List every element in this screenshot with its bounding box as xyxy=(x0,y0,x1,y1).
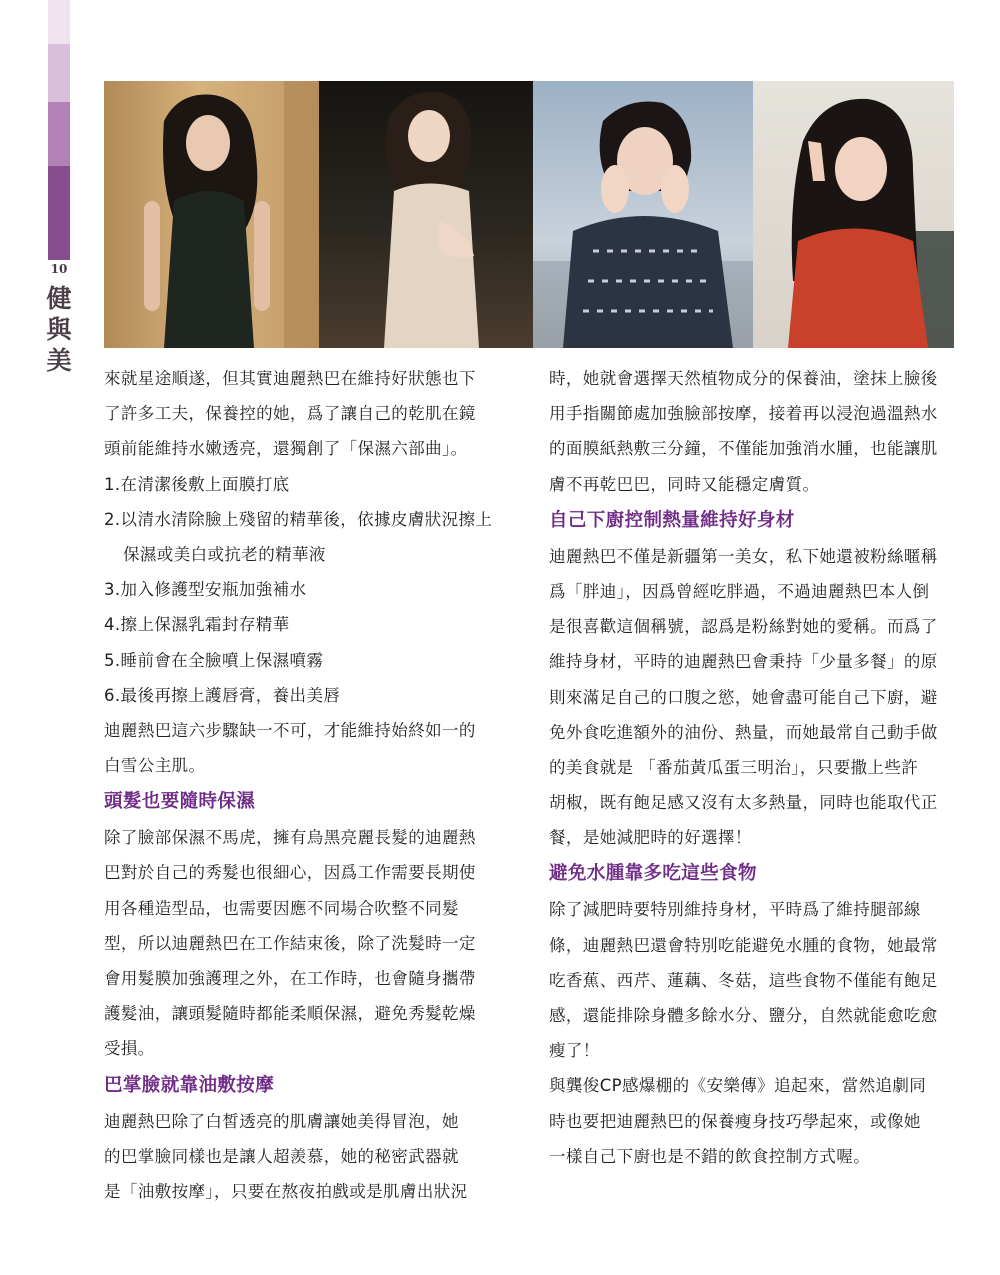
closing-text-line: 與龔俊CP感爆棚的《安樂傳》追起來，當然追劇同 xyxy=(549,1076,927,1096)
cooking-text-line: 維持身材，平時的迪麗熱巴會秉持「少量多餐」的原 xyxy=(549,652,938,672)
food-text-line: 除了減肥時要特別維持身材，平時爲了維持腿部線 xyxy=(549,900,921,920)
face-text-line: 迪麗熱巴除了白皙透亮的肌膚讓她美得冒泡，她 xyxy=(104,1111,459,1131)
closing-text-line: 一樣自己下廚也是不錯的飲食控制方式喔。 xyxy=(549,1146,871,1166)
cooking-text-line: 餐，是她減肥時的好選擇！ xyxy=(549,828,752,848)
cooking-text-line: 的美食就是 「番茄黃瓜蛋三明治」，只要撒上些許 xyxy=(549,757,919,777)
step-item: 5.睡前會在全臉噴上保濕噴霧 xyxy=(104,650,324,670)
strip-segment xyxy=(48,0,70,44)
face-text-line: 是「油敷按摩」，只要在熬夜拍戲或是肌膚出狀況 xyxy=(104,1181,468,1201)
photo-red-sweater-peace-sign xyxy=(753,81,954,348)
page-number: 10 xyxy=(50,262,68,276)
cooking-text-line: 則來滿足自己的口腹之慾，她會盡可能自己下廚，避 xyxy=(549,687,938,707)
cooking-text-line: 是很喜歡這個稱號，認爲是粉絲對她的愛稱。而爲了 xyxy=(549,617,938,637)
intro-line: 頭前能維持水嫩透亮，還獨創了「保濕六部曲」。 xyxy=(104,439,468,459)
section-heading-cooking: 自己下廚控制熱量維持好身材 xyxy=(549,509,795,531)
step-item: 6.最後再擦上護唇膏，養出美唇 xyxy=(104,685,341,705)
face-text-line: 時，她就會選擇天然植物成分的保養油，塗抹上臉後 xyxy=(549,369,938,388)
hair-text-line: 巴對於自己的秀髮也很細心，因爲工作需要長期使 xyxy=(104,863,476,883)
face-text-line: 用手指關節處加強臉部按摩，接着再以浸泡過溫熱水 xyxy=(549,404,938,424)
article-column-left xyxy=(104,361,519,1209)
hair-text-line: 受損。 xyxy=(104,1039,155,1059)
hair-text-line: 護髮油，讓頭髮隨時都能柔順保濕，避免秀髮乾燥 xyxy=(104,1004,476,1024)
hair-text-line: 用各種造型品，也需要因應不同場合吹整不同髮 xyxy=(104,898,459,918)
face-text-line: 的巴掌臉同樣也是讓人超羨慕，她的秘密武器就 xyxy=(104,1146,459,1166)
side-color-strip xyxy=(48,0,70,260)
face-text-line: 的面膜紙熱敷三分鐘，不僅能加強消水腫，也能讓肌 xyxy=(549,439,938,459)
food-text-line: 瘦了！ xyxy=(549,1041,600,1061)
step-item-continued: 保濕或美白或抗老的精華液 xyxy=(123,544,326,564)
food-text-line: 吃香蕉、西芹、蓮藕、冬菇，這些食物不僅能有飽足 xyxy=(549,970,938,990)
step-item: 2.以清水清除臉上殘留的精華後，依據皮膚狀況擦上 xyxy=(104,509,493,529)
face-text-line: 膚不再乾巴巴，同時又能穩定膚質。 xyxy=(549,474,820,494)
magazine-name-char: 美 xyxy=(46,346,72,375)
article-column-right xyxy=(549,361,959,1174)
section-heading-hair: 頭髮也要隨時保濕 xyxy=(104,791,256,813)
magazine-name xyxy=(44,283,74,376)
hair-text-line: 型，所以迪麗熱巴在工作結束後，除了洗髮時一定 xyxy=(104,933,476,953)
section-heading-face: 巴掌臉就靠油敷按摩 xyxy=(104,1074,275,1096)
food-text-line: 條，迪麗熱巴還會特別吃能避免水腫的食物，她最常 xyxy=(549,935,938,955)
photo-strip xyxy=(104,81,954,348)
intro-line: 來就星途順遂，但其實迪麗熱巴在維持好狀態也下 xyxy=(104,369,476,388)
hair-text-line: 除了臉部保濕不馬虎，擁有烏黑亮麗長髮的迪麗熱 xyxy=(104,828,476,848)
food-text-line: 感，還能排除身體多餘水分、鹽分，自然就能愈吃愈 xyxy=(549,1006,938,1025)
strip-segment xyxy=(48,44,70,102)
section-heading-food: 避免水腫靠多吃這些食物 xyxy=(549,863,757,885)
cooking-text-line: 爲「胖迪」，因爲曾經吃胖過，不過迪麗熱巴本人倒 xyxy=(549,581,930,601)
strip-segment xyxy=(48,166,70,260)
photo-black-dress xyxy=(104,81,319,348)
cooking-text-line: 迪麗熱巴不僅是新疆第一美女，私下她還被粉絲暱稱 xyxy=(549,546,938,566)
closing-text-line: 時也要把迪麗熱巴的保養瘦身技巧學起來，或像她 xyxy=(549,1111,921,1131)
photo-hands-on-face xyxy=(533,81,753,348)
strip-segment xyxy=(48,102,70,166)
steps-summary-line: 白雪公主肌。 xyxy=(104,756,206,776)
steps-summary-line: 迪麗熱巴這六步驟缺一不可，才能維持始終如一的 xyxy=(104,720,476,740)
hair-text-line: 會用髮膜加強護理之外，在工作時，也會隨身攜帶 xyxy=(104,969,476,988)
photo-beige-gown xyxy=(319,81,533,348)
step-item: 1.在清潔後敷上面膜打底 xyxy=(104,474,290,494)
step-item: 3.加入修護型安瓶加強補水 xyxy=(104,580,307,600)
magazine-name-char: 健 xyxy=(46,284,72,313)
step-item: 4.擦上保濕乳霜封存精華 xyxy=(104,615,290,635)
cooking-text-line: 免外食吃進額外的油份、熱量，而她最常自己動手做 xyxy=(549,722,938,742)
magazine-name-char: 與 xyxy=(46,315,72,344)
intro-line: 了許多工夫，保養控的她，爲了讓自己的乾肌在鏡 xyxy=(104,404,476,424)
cooking-text-line: 胡椒，既有飽足感又沒有太多熱量，同時也能取代正 xyxy=(549,793,938,813)
